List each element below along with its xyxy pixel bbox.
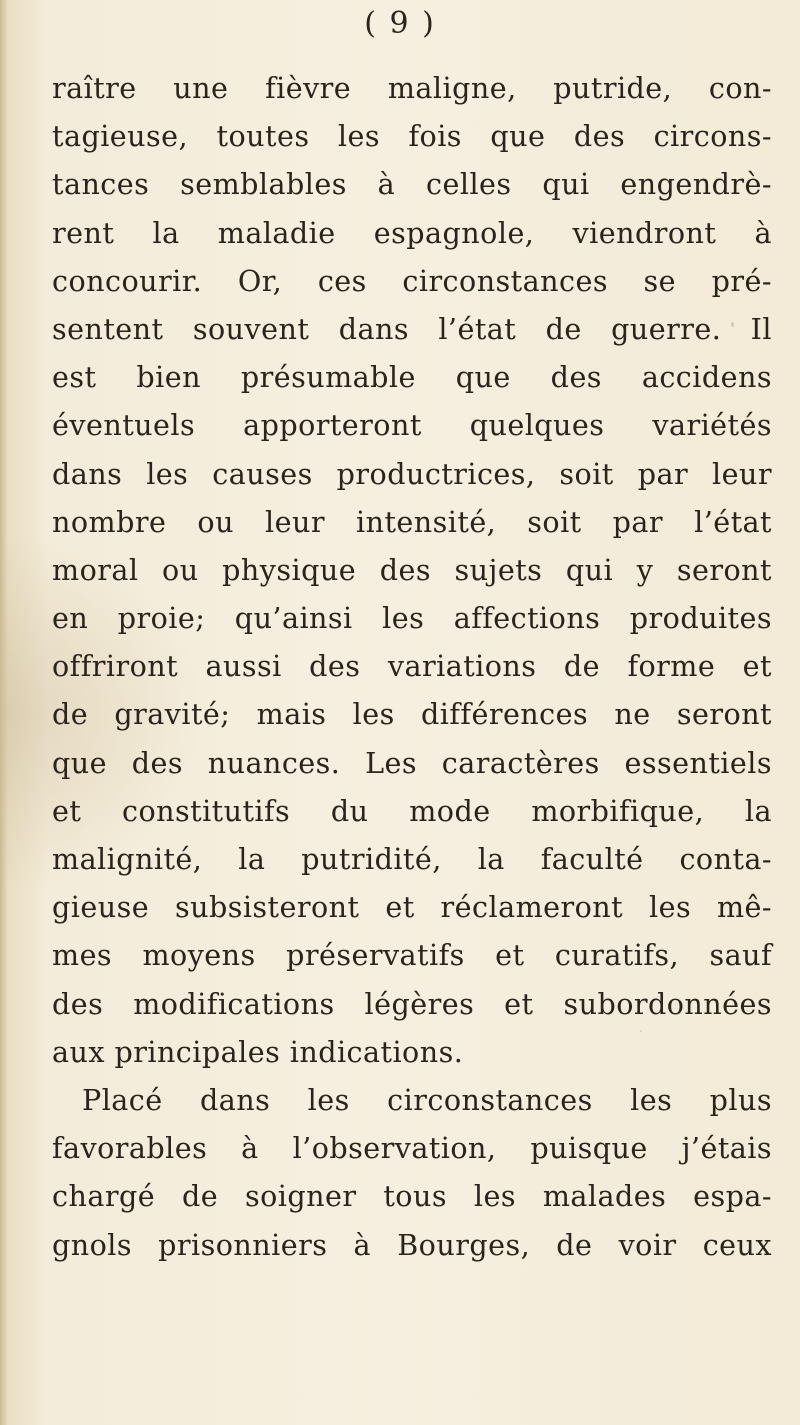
page-number: ( 9 ) [364,6,436,41]
text-line: en proie; qu’ainsi les affections produites [52,601,772,636]
text-line: tances semblables à celles qui engendrè- [52,167,772,202]
text-line: mes moyens préservatifs et curatifs, sauf [52,938,772,973]
text-line: offriront aussi des variations de forme et [52,649,772,684]
text-line: et constitutifs du mode morbifique, la [52,793,772,828]
paragraph-start-line: Placé dans les circonstances les plus [82,1082,772,1117]
paragraph-end-line: aux principales indications. [52,1034,464,1069]
text-line: éventuels apporteront quelques variétés [52,408,772,443]
text-line: moral ou physique des sujets qui y seront [52,552,772,587]
text-line: nombre ou leur intensité, soit par l’état [52,504,772,539]
text-line: favorables à l’observation, puisque j’étais [52,1131,772,1166]
body-text [52,64,772,1269]
text-line: gieuse subsisteront et réclameront les mê- [52,890,772,925]
text-line: raître une fièvre maligne, putride, con- [52,71,772,105]
text-line: des modifications légères et subordonnées [52,986,772,1021]
text-line: sentent souvent dans l’état de guerre. Il [52,311,772,346]
text-line: que des nuances. Les caractères essentiels [52,745,772,780]
text-line: malignité, la putridité, la faculté conta- [52,842,772,876]
text-line: rent la maladie espagnole, viendront à [52,215,772,250]
text-line: chargé de soigner tous les malades espa- [52,1179,772,1214]
text-line: est bien présumable que des accidens [52,360,772,395]
text-line: tagieuse, toutes les fois que des circons- [52,119,772,154]
paper-blemish [731,322,734,327]
page-gutter-shadow [0,0,8,1425]
paper-blemish [640,1030,642,1032]
text-line: concourir. Or, ces circonstances se pré- [52,263,772,298]
text-line: de gravité; mais les différences ne seront [52,697,772,732]
text-line: dans les causes productrices, soit par leur [52,456,772,491]
text-line: gnols prisonniers à Bourges, de voir ceux [52,1227,772,1262]
